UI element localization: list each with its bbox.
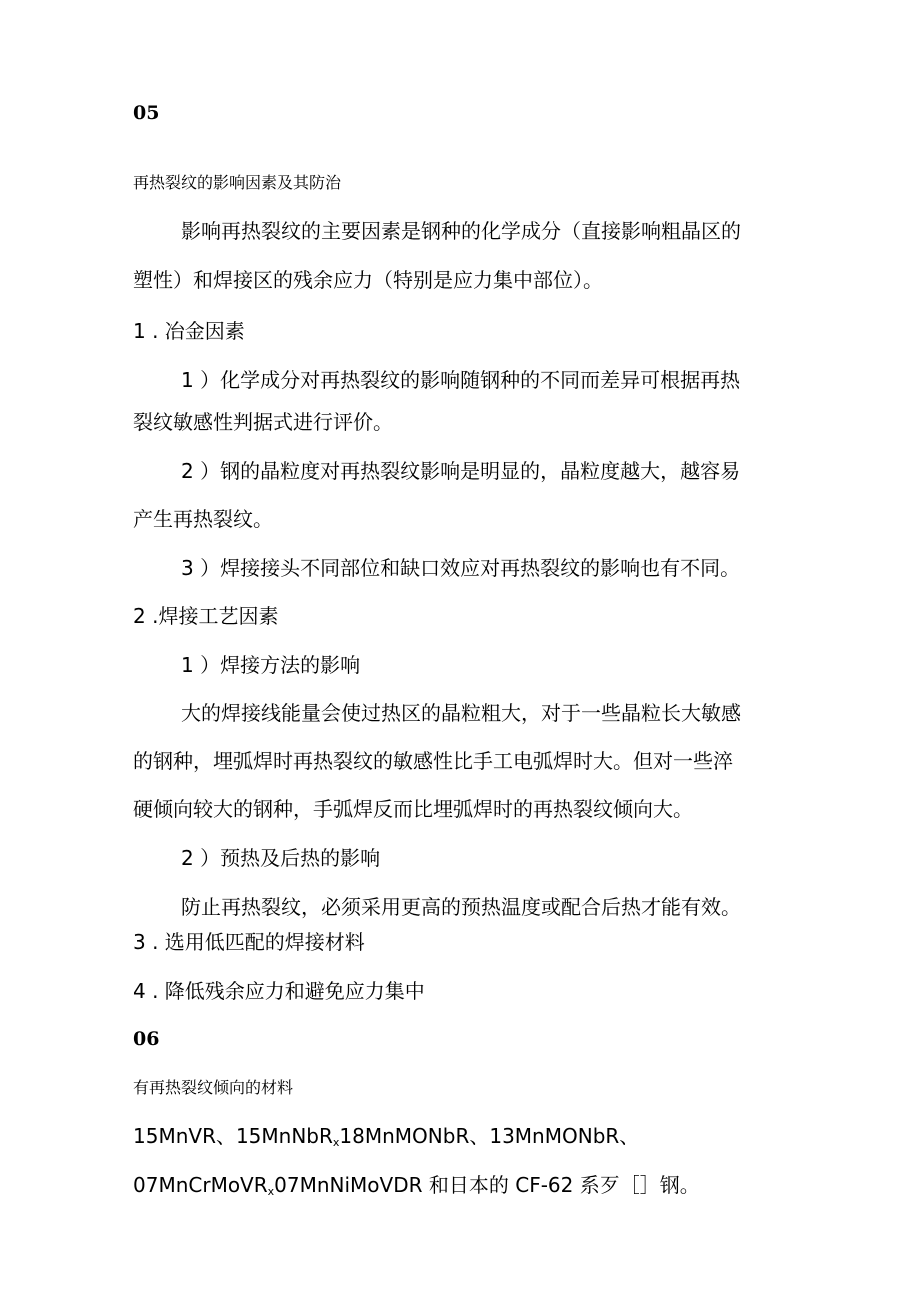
- section-number: 06: [133, 1028, 160, 1050]
- section-title: 再热裂纹的影响因素及其防治: [133, 173, 342, 192]
- item-heading: 1 . 冶金因素: [133, 319, 245, 343]
- subscript: x: [267, 1185, 275, 1198]
- material-text: 07MnCrMoVR: [133, 1173, 268, 1197]
- material-text: 07MnNiMoVDR 和日本的 CF-62 系歹［］钢。: [274, 1173, 700, 1197]
- material-list-line: [133, 1175, 700, 1197]
- subitem-line: 2 ）预热及后热的影响: [181, 846, 381, 870]
- subitem-line: 产生再热裂纹。: [133, 507, 273, 531]
- subitem-line: 防止再热裂纹，必须采用更高的预热温度或配合后热才能有效。: [181, 895, 741, 919]
- section-number: 05: [133, 102, 160, 124]
- subitem-line: 3 ）焊接接头不同部位和缺口效应对再热裂纹的影响也有不同。: [181, 556, 741, 580]
- subitem-line: 1 ）化学成分对再热裂纹的影响随钢种的不同而差异可根据再热: [181, 368, 741, 392]
- subscript: x: [332, 1136, 340, 1149]
- section-title: 有再热裂纹倾向的材料: [133, 1078, 294, 1097]
- paragraph-line: 塑性）和焊接区的残余应力（特别是应力集中部位）。: [133, 268, 603, 292]
- item-heading: 2 .焊接工艺因素: [133, 604, 279, 628]
- subitem-line: 硬倾向较大的钢种，手弧焊反而比埋弧焊时的再热裂纹倾向大。: [133, 797, 693, 821]
- item-heading: 3 . 选用低匹配的焊接材料: [133, 930, 365, 954]
- item-heading: 4 . 降低残余应力和避免应力集中: [133, 979, 425, 1003]
- subitem-line: 2 ）钢的晶粒度对再热裂纹影响是明显的，晶粒度越大，越容易: [181, 459, 741, 483]
- paragraph-line: 影响再热裂纹的主要因素是钢种的化学成分（直接影响粗晶区的: [181, 219, 741, 243]
- material-text: 15MnVR、15MnNbR: [133, 1124, 333, 1148]
- material-text: 18MnMONbR、13MnMONbR、: [339, 1124, 640, 1148]
- subitem-line: 1 ）焊接方法的影响: [181, 653, 361, 677]
- subitem-line: 裂纹敏感性判据式进行评价。: [133, 410, 393, 434]
- subitem-line: 大的焊接线能量会使过热区的晶粒粗大，对于一些晶粒长大敏感: [181, 701, 741, 725]
- subitem-line: 的钢种，埋弧焊时再热裂纹的敏感性比手工电弧焊时大。但对一些淬: [133, 749, 733, 773]
- material-list-line: [133, 1126, 639, 1148]
